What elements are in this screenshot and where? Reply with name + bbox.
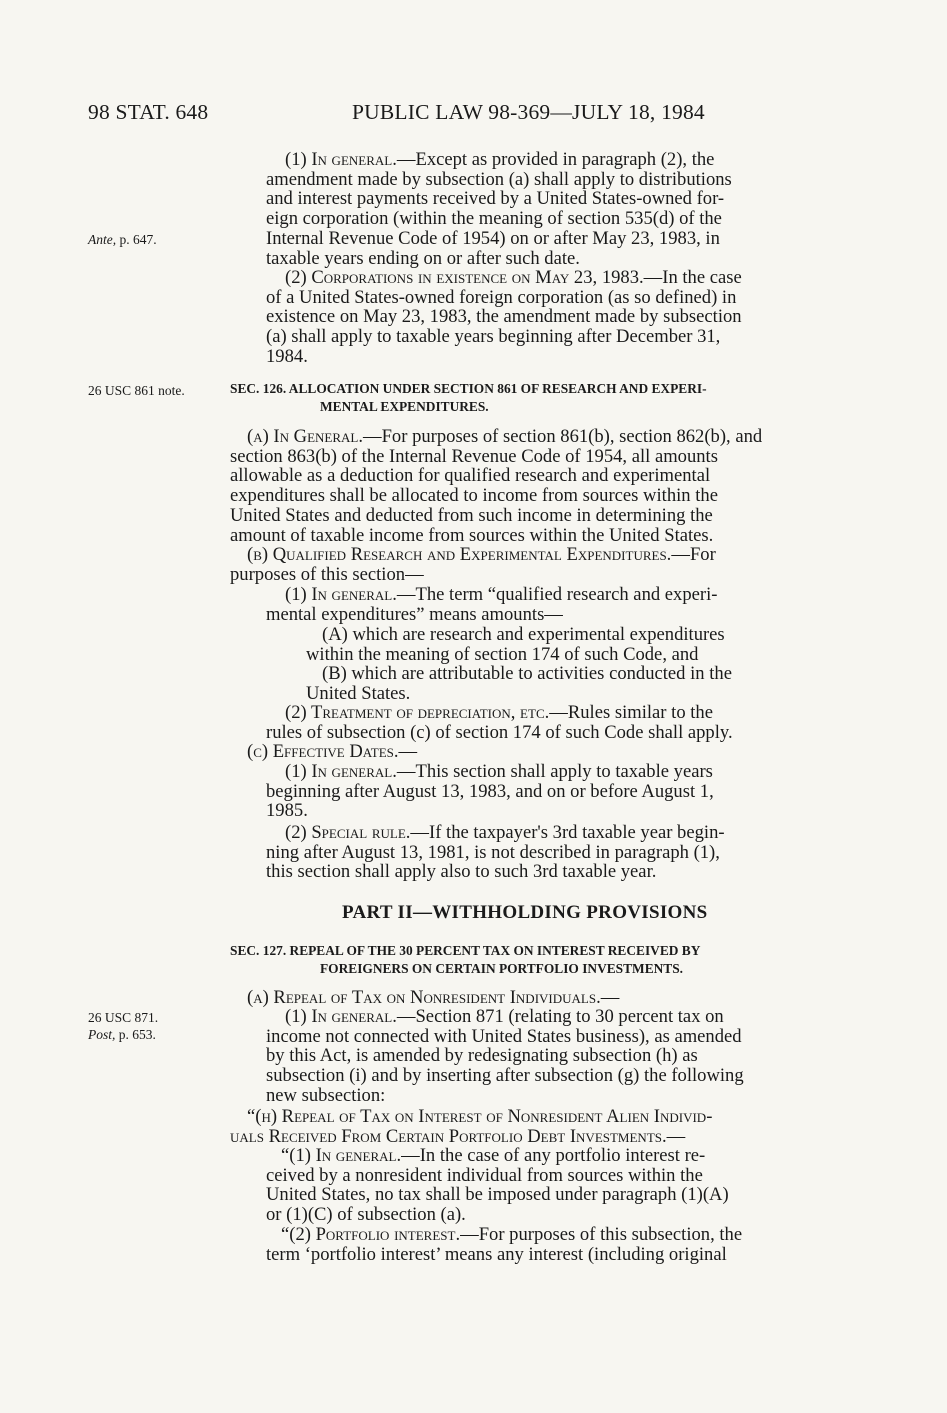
new-subsection-h-heading: “(h) Repeal of Tax on Interest of Nonresident Alien Individ- uals Received From Certain Portfolio Debt Investments.— xyxy=(230,1106,713,1147)
section-126-b-1-B: (B) which are attributable to activities conducted in the United States. xyxy=(306,663,732,704)
section-126-subsection-a: (a) In General.—For purposes of section 861(b), section 862(b), and section 863(b) of the Internal Revenue Code of 1954, all amounts allowable as a deduction for qualified research and experimental expenditures shall be allocated to income from sources within the United States and deducted from such income in determining the amount of taxable income from sources within the United States. xyxy=(230,426,763,546)
section-126-subsection-b: (b) Qualified Research and Experimental Expenditures.—For purposes of this section— xyxy=(230,544,716,585)
part-ii-heading: PART II—WITHHOLDING PROVISIONS xyxy=(342,902,708,923)
section-126-subsection-c: (c) Effective Dates.— xyxy=(247,741,418,762)
margin-note-ante: Ante, p. 647. xyxy=(88,232,157,247)
margin-note-26-usc-871: 26 USC 871. xyxy=(88,1010,159,1025)
stat-page-number: 98 STAT. 648 xyxy=(88,100,209,124)
margin-note-post: Post, p. 653. xyxy=(88,1027,156,1042)
section-126-c-1: (1) In general.—This section shall apply to taxable years beginning after August 13, 1983, and on or before August 1, 1985. xyxy=(266,761,714,822)
section-127-heading: SEC. 127. REPEAL OF THE 30 PERCENT TAX ON INTEREST RECEIVED BY FOREIGNERS ON CERTAIN PORTFOLIO INVESTMENTS. xyxy=(230,943,701,976)
section-127-subsection-a: (a) Repeal of Tax on Nonresident Individuals.— xyxy=(247,987,620,1008)
margin-note-26-usc-861: 26 USC 861 note. xyxy=(88,383,185,398)
section-126-c-2: (2) Special rule.—If the taxpayer's 3rd taxable year begin- ning after August 13, 1981, is not described in paragraph (1), this section shall apply also to such 3rd taxable year. xyxy=(266,822,725,883)
paragraph-effective-date-general: (1) In general.—Except as provided in paragraph (2), the amendment made by subsection (a) shall apply to distributions and interest payments received by a United States-owned for- eign corporation (within the meaning of section 535(d) of the Internal Revenue Code of 1954) on or after May 23, 1983, in taxable years ending on or after such date. xyxy=(266,149,732,269)
section-126-heading: SEC. 126. ALLOCATION UNDER SECTION 861 OF RESEARCH AND EXPERI- MENTAL EXPENDITURES. xyxy=(230,381,707,414)
new-subsection-h-1: “(1) In general.—In the case of any portfolio interest re- ceived by a nonresident individual from sources within the United States, no tax shall be imposed under paragraph (1)(A) or (1)(C) of subsection (a). xyxy=(266,1145,729,1226)
new-subsection-h-2: “(2) Portfolio interest.—For purposes of this subsection, the term ‘portfolio interest’ means any interest (including original xyxy=(266,1224,743,1265)
section-126-b-1-A: (A) which are research and experimental expenditures within the meaning of section 174 of such Code, and xyxy=(306,624,725,665)
section-127-a-1: (1) In general.—Section 871 (relating to 30 percent tax on income not connected with United States business), as amended by this Act, is amended by redesignating subsection (h) as subsection (i) and by inserting after subsection (g) the following new subsection: xyxy=(266,1006,744,1106)
section-126-b-2: (2) Treatment of depreciation, etc.—Rules similar to the rules of subsection (c) of section 174 of such Code shall apply. xyxy=(266,702,733,743)
section-126-b-1: (1) In general.—The term “qualified research and experi- mental expenditures” means amounts— xyxy=(266,584,718,625)
running-title: PUBLIC LAW 98-369—JULY 18, 1984 xyxy=(352,100,705,124)
paragraph-corporations-in-existence: (2) Corporations in existence on May 23, 1983.—In the case of a United States-owned foreign corporation (as so defined) in existence on May 23, 1983, the amendment made by subsection (a) shall apply to taxable years beginning after December 31, 1984. xyxy=(266,267,742,367)
